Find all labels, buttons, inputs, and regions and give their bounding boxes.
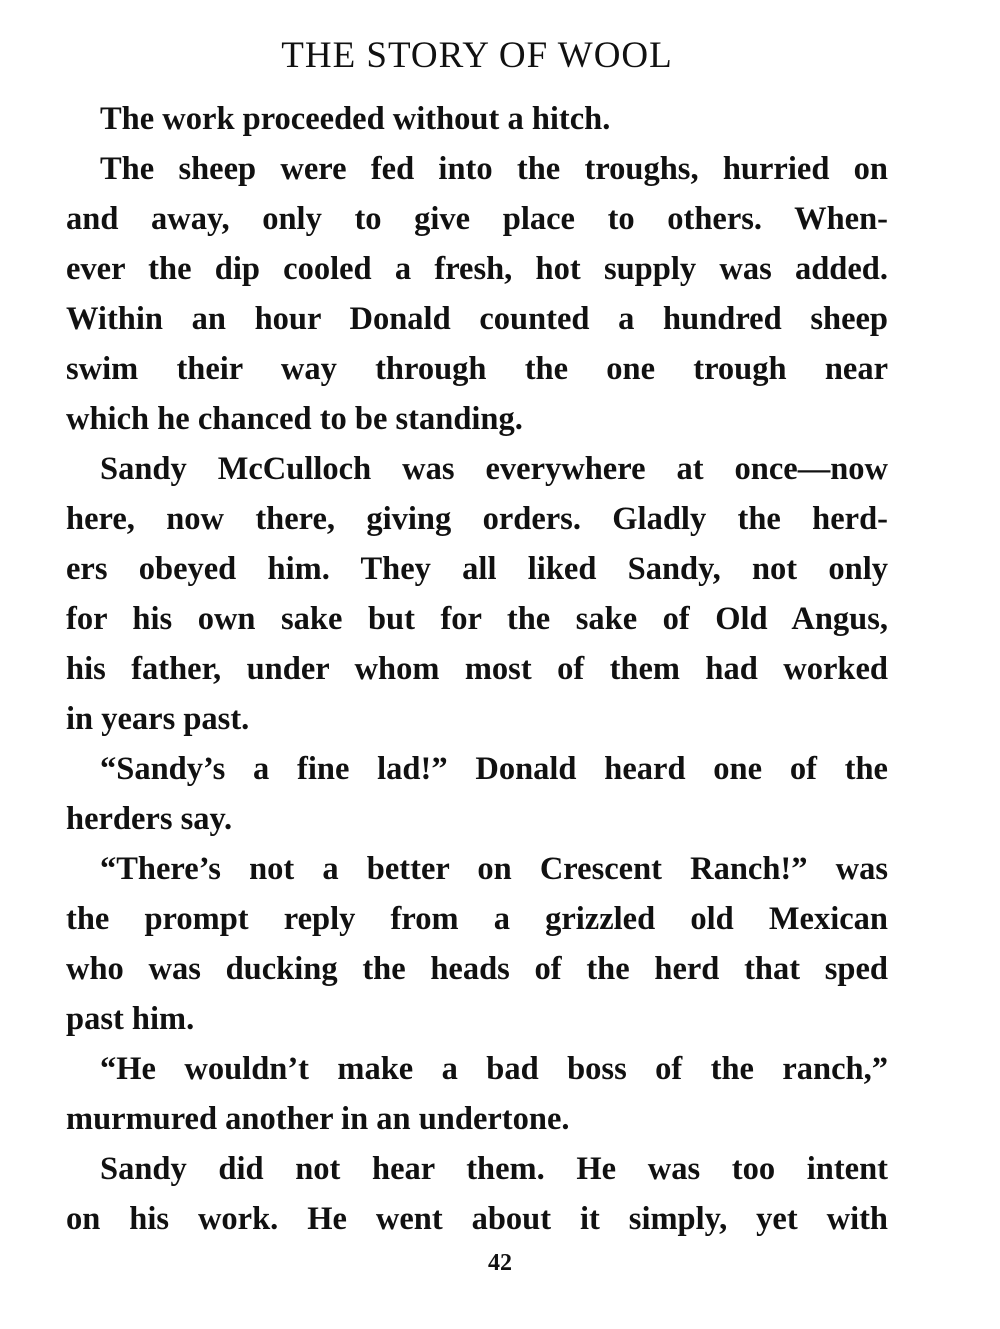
- text-line: Sandy did not hear them. He was too intent: [100, 1151, 888, 1187]
- text-line: swim their way through the one trough near: [66, 351, 888, 387]
- paragraph: [66, 844, 888, 1044]
- text-line: who was ducking the heads of the herd that sped: [66, 951, 888, 987]
- text-line: his father, under whom most of them had worked: [66, 651, 888, 687]
- paragraph: [66, 1044, 888, 1144]
- page-number: 42: [488, 1250, 512, 1276]
- text-line: herders say.: [66, 801, 233, 837]
- text-line: “There’s not a better on Crescent Ranch!” was: [100, 851, 888, 887]
- running-head: THE STORY OF WOOL: [281, 35, 673, 76]
- body-text: [66, 94, 888, 1244]
- text-line: for his own sake but for the sake of Old Angus,: [66, 601, 888, 637]
- text-line: ever the dip cooled a fresh, hot supply was added.: [66, 251, 888, 287]
- text-line: The work proceeded without a hitch.: [100, 101, 611, 137]
- paragraph: [66, 94, 888, 144]
- paragraph: [66, 444, 888, 744]
- paragraph: [66, 144, 888, 444]
- text-line: on his work. He went about it simply, yet with: [66, 1201, 888, 1237]
- text-line: the prompt reply from a grizzled old Mexican: [66, 901, 888, 937]
- text-line: murmured another in an undertone.: [66, 1101, 570, 1137]
- paragraph: [66, 744, 888, 844]
- paragraph: [66, 1144, 888, 1244]
- text-line: in years past.: [66, 701, 250, 737]
- book-page: [66, 30, 888, 1244]
- text-line: ers obeyed him. They all liked Sandy, not only: [66, 551, 888, 587]
- text-line: here, now there, giving orders. Gladly the herd-: [66, 501, 888, 537]
- text-line: past him.: [66, 1001, 195, 1037]
- text-line: “Sandy’s a fine lad!” Donald heard one of the: [100, 751, 888, 787]
- text-line: Sandy McCulloch was everywhere at once—now: [100, 451, 888, 487]
- text-line: Within an hour Donald counted a hundred sheep: [66, 301, 888, 337]
- text-line: and away, only to give place to others. When-: [66, 201, 888, 237]
- text-line: which he chanced to be standing.: [66, 401, 523, 437]
- text-line: “He wouldn’t make a bad boss of the ranch,”: [100, 1051, 888, 1087]
- text-line: The sheep were fed into the troughs, hurried on: [100, 151, 888, 187]
